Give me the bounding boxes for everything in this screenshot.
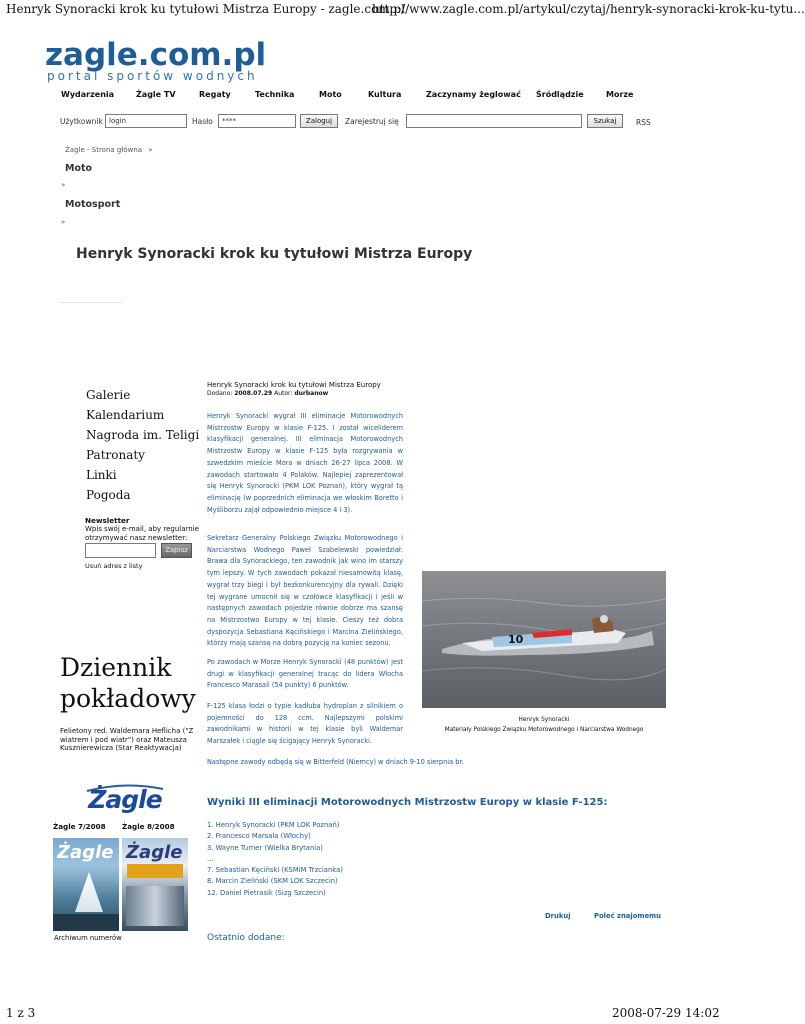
nav-item-wydarzenia[interactable]: Wydarzenia	[61, 90, 115, 99]
newsletter-email-input[interactable]	[85, 543, 156, 558]
diary-description: Felietony red. Waldemara Heflicha ("Z wiatrem i pod wiatr") oraz Mateusza Kusznierewicza (Star Reaktywacja)	[60, 727, 194, 753]
recently-added-label: Ostatnio dodane:	[207, 933, 285, 943]
print-page-number: 1 z 3	[6, 1006, 36, 1020]
nav-item-technika[interactable]: Technika	[255, 90, 295, 99]
added-label: Dodano:	[207, 390, 233, 397]
login-button[interactable]: Zaloguj	[300, 114, 338, 128]
sail-icon	[75, 872, 103, 912]
divider	[60, 302, 122, 303]
sidebar-link-linki[interactable]: Linki	[86, 468, 117, 482]
newsletter-text: Wpis swój e-mail, aby regularnie otrzymywać nasz newsletter:	[85, 525, 199, 542]
cover-logo-text: Żagle	[57, 842, 114, 863]
page-title: Henryk Synoracki krok ku tytułowi Mistrza Europy	[76, 246, 473, 262]
breadcrumb-separator: »	[61, 181, 66, 189]
issue-8-label[interactable]: Żagle 8/2008	[122, 822, 175, 831]
search-input[interactable]	[406, 114, 582, 128]
search-button[interactable]: Szukaj	[587, 114, 623, 128]
photo-caption-source: Materiały Polskiego Związku Motorowodnego i Narciarstwa Wodnego	[444, 727, 644, 733]
sidebar-link-patronaty[interactable]: Patronaty	[86, 448, 145, 462]
breadcrumb	[65, 146, 153, 154]
breadcrumb-separator: »	[61, 218, 66, 226]
list-item: 8. Marcin Zieliński (SKM LOK Szczecin)	[207, 877, 338, 886]
results-list	[207, 820, 467, 899]
logo-main-text: zagle.com.pl	[45, 37, 267, 73]
speedboat-photo	[422, 571, 666, 708]
username-label: Użytkownik	[60, 117, 103, 126]
sidebar-link-nagroda[interactable]: Nagroda im. Teligi	[86, 428, 200, 442]
breadcrumb-separator: »	[148, 146, 153, 154]
next-event-text: Następne zawody odbędą się w Bitterfeld (Niemcy) w dniach 9-10 sierpnia br.	[207, 758, 464, 766]
nav-item-zaczynamy[interactable]: Zaczynamy żeglować	[426, 90, 521, 99]
article-photo[interactable]	[422, 571, 666, 708]
sidebar-link-kalendarium[interactable]: Kalendarium	[86, 408, 165, 422]
issue-7-cover[interactable]	[53, 838, 119, 931]
breadcrumb-subsection[interactable]: Motosport	[65, 199, 121, 210]
newsletter-title: Newsletter	[85, 516, 130, 525]
list-item: 12. Daniel Pietrasik (Śizg Szczecin)	[207, 888, 326, 897]
cover-photo	[126, 886, 184, 926]
diary-heading-line1: Dziennik	[60, 653, 172, 682]
logo-tagline: portal sportów wodnych	[47, 69, 258, 83]
print-page-url: http://www.zagle.com.pl/artykul/czytaj/henryk-synoracki-krok-ku-tytu...	[372, 2, 805, 16]
nav-item-moto[interactable]: Moto	[319, 90, 342, 99]
breadcrumb-section[interactable]: Moto	[65, 163, 93, 174]
print-datetime: 2008-07-29 14:02	[612, 1006, 720, 1020]
site-logo[interactable]	[45, 37, 266, 83]
photo-caption-name: Henryk Synoracki	[518, 717, 570, 723]
password-label: Hasło	[192, 117, 213, 126]
nav-item-srodladzie[interactable]: Śródlądzie	[536, 90, 584, 99]
list-item: 3. Wayne Turner (Wielka Brytania)	[207, 843, 323, 852]
article-meta	[207, 390, 328, 397]
list-item: 2. Francesco Marsala (Włochy)	[207, 832, 311, 841]
list-item: ...	[207, 854, 214, 863]
list-item: 7. Sebastian Kęciński (KSMiM Trzcianka)	[207, 866, 343, 875]
article-paragraph-2: Sekretarz Generalny Polskiego Związku Motorowodnego i Narciarstwa Wodnego Paweł Szabelewski powiedział: Brawa dla Synorackiego, ten zawodnik jak wino im starszy tym lepszy. W tych zawodach pokazał niesamowitą klasę, wygrał trzy biegi i był bezkonkurencyjny dla rywali. Dzięki tej wygrane umocnił się w czołówce klasyfikacji i jeśli w następnych zawodach pojedzie równie dobrze ma szansę na Mistrzostwo Europy w tej klasie. Cieszy też dobra dyspozycja Sebastiana Kęcińskiego i Marcina Zielińskiego, którzy mają szansę na dobrą pozycję na koniec sezonu.	[207, 534, 403, 648]
boat-number: 10	[508, 633, 524, 646]
added-date: 2008.07.29	[234, 390, 273, 397]
zagle-logo-text: Żagle	[88, 785, 162, 814]
issue-8-cover[interactable]	[122, 838, 188, 931]
nav-item-kultura[interactable]: Kultura	[368, 90, 402, 99]
photo-caption	[422, 715, 666, 735]
sidebar-link-galerie[interactable]: Galerie	[86, 388, 131, 402]
recommend-link[interactable]: Poleć znajomemu	[594, 912, 661, 920]
password-input[interactable]: ****	[218, 114, 296, 128]
diary-heading-line2: pokładowy	[60, 684, 196, 713]
article-small-title: Henryk Synoracki krok ku tytułowi Mistrza Europy	[207, 381, 381, 389]
print-page-title: Henryk Synoracki krok ku tytułowi Mistrza Europy - zagle.com.pl	[6, 2, 406, 16]
username-input[interactable]: login	[105, 114, 187, 128]
author-name[interactable]: durbanow	[294, 390, 329, 397]
sidebar-link-pogoda[interactable]: Pogoda	[86, 488, 131, 502]
list-item: 1. Henryk Synoracki (PKM LOK Poznań)	[207, 821, 340, 829]
diary-heading[interactable]	[60, 652, 196, 714]
register-link[interactable]: Zarejestruj się	[345, 117, 399, 126]
article-paragraph-1: Henryk Synoracki wygrał III eliminacje Motorowodnych Mistrzostw Europy w klasie F-125. I został wiceliderem klasyfikacji generalnej. III eliminacja Motorowodnych Mistrzostw Europy w klasie F-125 była rozgrywania w szwedzkim mieście Mora w dniach 26-27 lipca 2008. W zawodach startowało 4 Polaków. Najlepiej zaprezentował się Henryk Synoracki (PKM LOK Poznań), który wygrał tą eliminację (w poprzednich eliminacja we włoskim Boretto i Myśliborzu zajął odpowiednio miejsce 4 i 3).	[207, 412, 403, 514]
results-heading: Wyniki III eliminacji Motorowodnych Mistrzostw Europy w klasie F-125:	[207, 797, 608, 808]
article-paragraph-4: F-125 klasa łodzi o typie kadłuba hydroplan z silnikiem o pojemności do 128 ccm. Najlepszymi polskimi zawodnikami w historii w tej klasie byli Waldemar Marszałek i ciągle się ścigający Henryk Synoracki.	[207, 702, 403, 746]
nav-item-zagle-tv[interactable]: Żagle TV	[136, 90, 176, 99]
rss-link[interactable]: RSS	[636, 118, 651, 127]
issue-7-label[interactable]: Żagle 7/2008	[53, 822, 106, 831]
nav-item-morze[interactable]: Morze	[606, 90, 634, 99]
print-link[interactable]: Drukuj	[545, 912, 571, 920]
nav-item-regaty[interactable]: Regaty	[199, 90, 231, 99]
zagle-magazine-logo[interactable]	[85, 783, 165, 817]
breadcrumb-home[interactable]: Żagle - Strona główna	[65, 146, 143, 154]
newsletter-subscribe-button[interactable]: Zapisz	[161, 543, 192, 558]
newsletter-remove-link[interactable]: Usuń adres z listy	[85, 562, 143, 570]
archive-link[interactable]: Archiwum numerów	[54, 934, 122, 942]
article-paragraph-3: Po zawodach w Morze Henryk Synoracki (48 punktów) jest drugi w klasyfikacji generalnej tracąc do lidera Włocha Francesco Marasali (54 punkty) 6 punktów.	[207, 658, 403, 690]
cover-logo-text: Żagle	[126, 842, 183, 863]
author-label: Autor:	[274, 390, 293, 397]
